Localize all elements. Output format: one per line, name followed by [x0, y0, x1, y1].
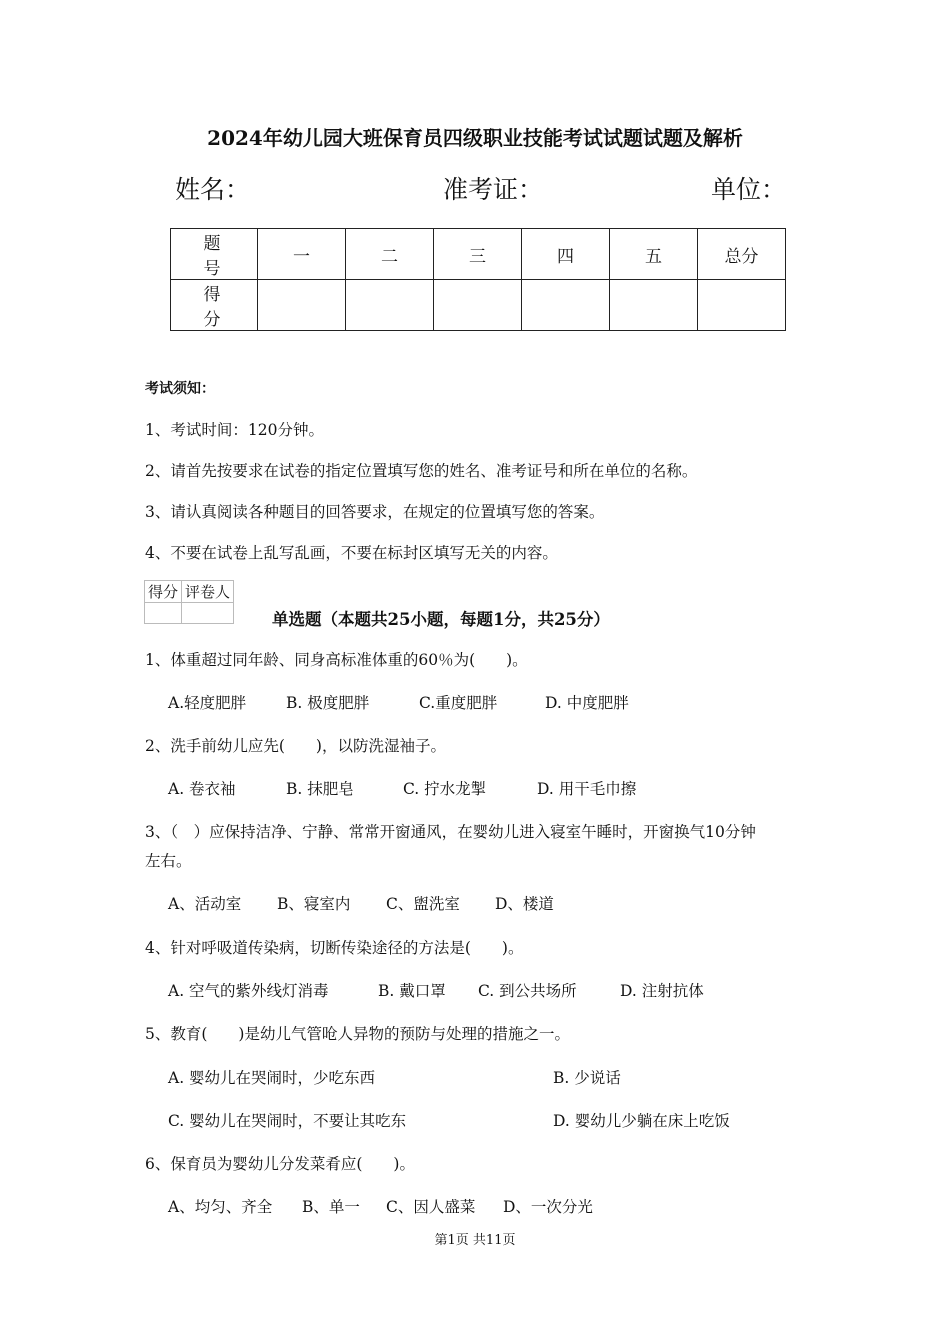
question-option: B. 戴口罩: [378, 982, 446, 1000]
grader-box: [144, 580, 234, 624]
question-stem: 4、针对呼吸道传染病，切断传染途径的方法是( )。: [145, 939, 524, 957]
page-footer: 第1页 共11页: [434, 1233, 516, 1248]
question-stem-continuation: 左右。: [145, 852, 192, 870]
question-option: C. 婴幼儿在哭闹时，不要让其吃东: [168, 1112, 407, 1130]
notice-item: 4、不要在试卷上乱写乱画，不要在标封区填写无关的内容。: [145, 544, 558, 562]
name-field-label: 姓名：: [175, 175, 251, 204]
grader-box-score-cell[interactable]: [145, 603, 182, 624]
question-option: D、一次分光: [503, 1198, 593, 1216]
question-option: C.重度肥胖: [419, 694, 498, 712]
grader-box-grader-cell[interactable]: [182, 603, 234, 624]
score-table-header-cell: 四: [522, 229, 610, 280]
question-option: B、寝室内: [277, 895, 351, 913]
question-option: D. 中度肥胖: [545, 694, 629, 712]
question-option: D. 注射抗体: [620, 982, 704, 1000]
score-table-header-cell: 总分: [698, 229, 786, 280]
notice-heading: 考试须知：: [145, 381, 215, 397]
question-option: A.轻度肥胖: [168, 694, 247, 712]
question-option: B、单一: [302, 1198, 360, 1216]
question-stem: 1、体重超过同年龄、同身高标准体重的60％为( )。: [145, 651, 528, 669]
grader-box-grader-label: 评卷人: [182, 581, 234, 603]
score-table-header-cell: 三: [434, 229, 522, 280]
score-row-label: 得 分: [171, 280, 258, 331]
question-option: B. 极度肥胖: [286, 694, 370, 712]
score-cell[interactable]: [434, 280, 522, 331]
score-cell[interactable]: [610, 280, 698, 331]
score-table: [170, 228, 786, 331]
question-option: D、楼道: [495, 895, 554, 913]
notice-item: 1、考试时间：120分钟。: [145, 421, 324, 439]
score-table-header-cell: 五: [610, 229, 698, 280]
score-table-header-row: [171, 229, 786, 280]
document-title: 2024年幼儿园大班保育员四级职业技能考试试题试题及解析: [207, 126, 743, 150]
score-cell[interactable]: [346, 280, 434, 331]
question-option: D. 用干毛巾擦: [537, 780, 637, 798]
question-option: C. 到公共场所: [478, 982, 577, 1000]
score-table-header-cell: 二: [346, 229, 434, 280]
question-stem: 3、（ ）应保持洁净、宁静、常常开窗通风，在婴幼儿进入寝室午睡时，开窗换气10分钟: [145, 823, 756, 841]
question-option: A、均匀、齐全: [168, 1198, 273, 1216]
score-table-header-cell: 一: [258, 229, 346, 280]
score-cell[interactable]: [522, 280, 610, 331]
question-stem: 2、洗手前幼儿应先( )，以防洗湿袖子。: [145, 737, 446, 755]
score-table-header-cell: 题 号: [171, 229, 258, 280]
question-option: A. 卷衣袖: [168, 780, 236, 798]
question-option: B. 抹肥皂: [286, 780, 354, 798]
notice-item: 3、请认真阅读各种题目的回答要求，在规定的位置填写您的答案。: [145, 503, 605, 521]
score-cell[interactable]: [258, 280, 346, 331]
question-option: B. 少说话: [553, 1069, 621, 1087]
question-option: C. 拧水龙掣: [403, 780, 487, 798]
exam-id-field-label: 准考证：: [443, 175, 544, 204]
score-cell[interactable]: [698, 280, 786, 331]
section-title: 单选题（本题共25小题，每题1分，共25分）: [272, 610, 610, 629]
score-table-score-row: [171, 280, 786, 331]
question-stem: 5、教育( )是幼儿气管呛人异物的预防与处理的措施之一。: [145, 1025, 570, 1043]
grader-box-score-label: 得分: [145, 581, 182, 603]
question-option: A、活动室: [168, 895, 242, 913]
question-option: C、盥洗室: [386, 895, 460, 913]
question-option: D. 婴幼儿少躺在床上吃饭: [553, 1112, 730, 1130]
question-stem: 6、保育员为婴幼儿分发菜肴应( )。: [145, 1155, 415, 1173]
question-option: A. 空气的紫外线灯消毒: [168, 982, 329, 1000]
question-option: C、因人盛菜: [386, 1198, 476, 1216]
notice-item: 2、请首先按要求在试卷的指定位置填写您的姓名、准考证号和所在单位的名称。: [145, 462, 698, 480]
question-option: A. 婴幼儿在哭闹时，少吃东西: [168, 1069, 376, 1087]
unit-field-label: 单位：: [711, 175, 787, 204]
